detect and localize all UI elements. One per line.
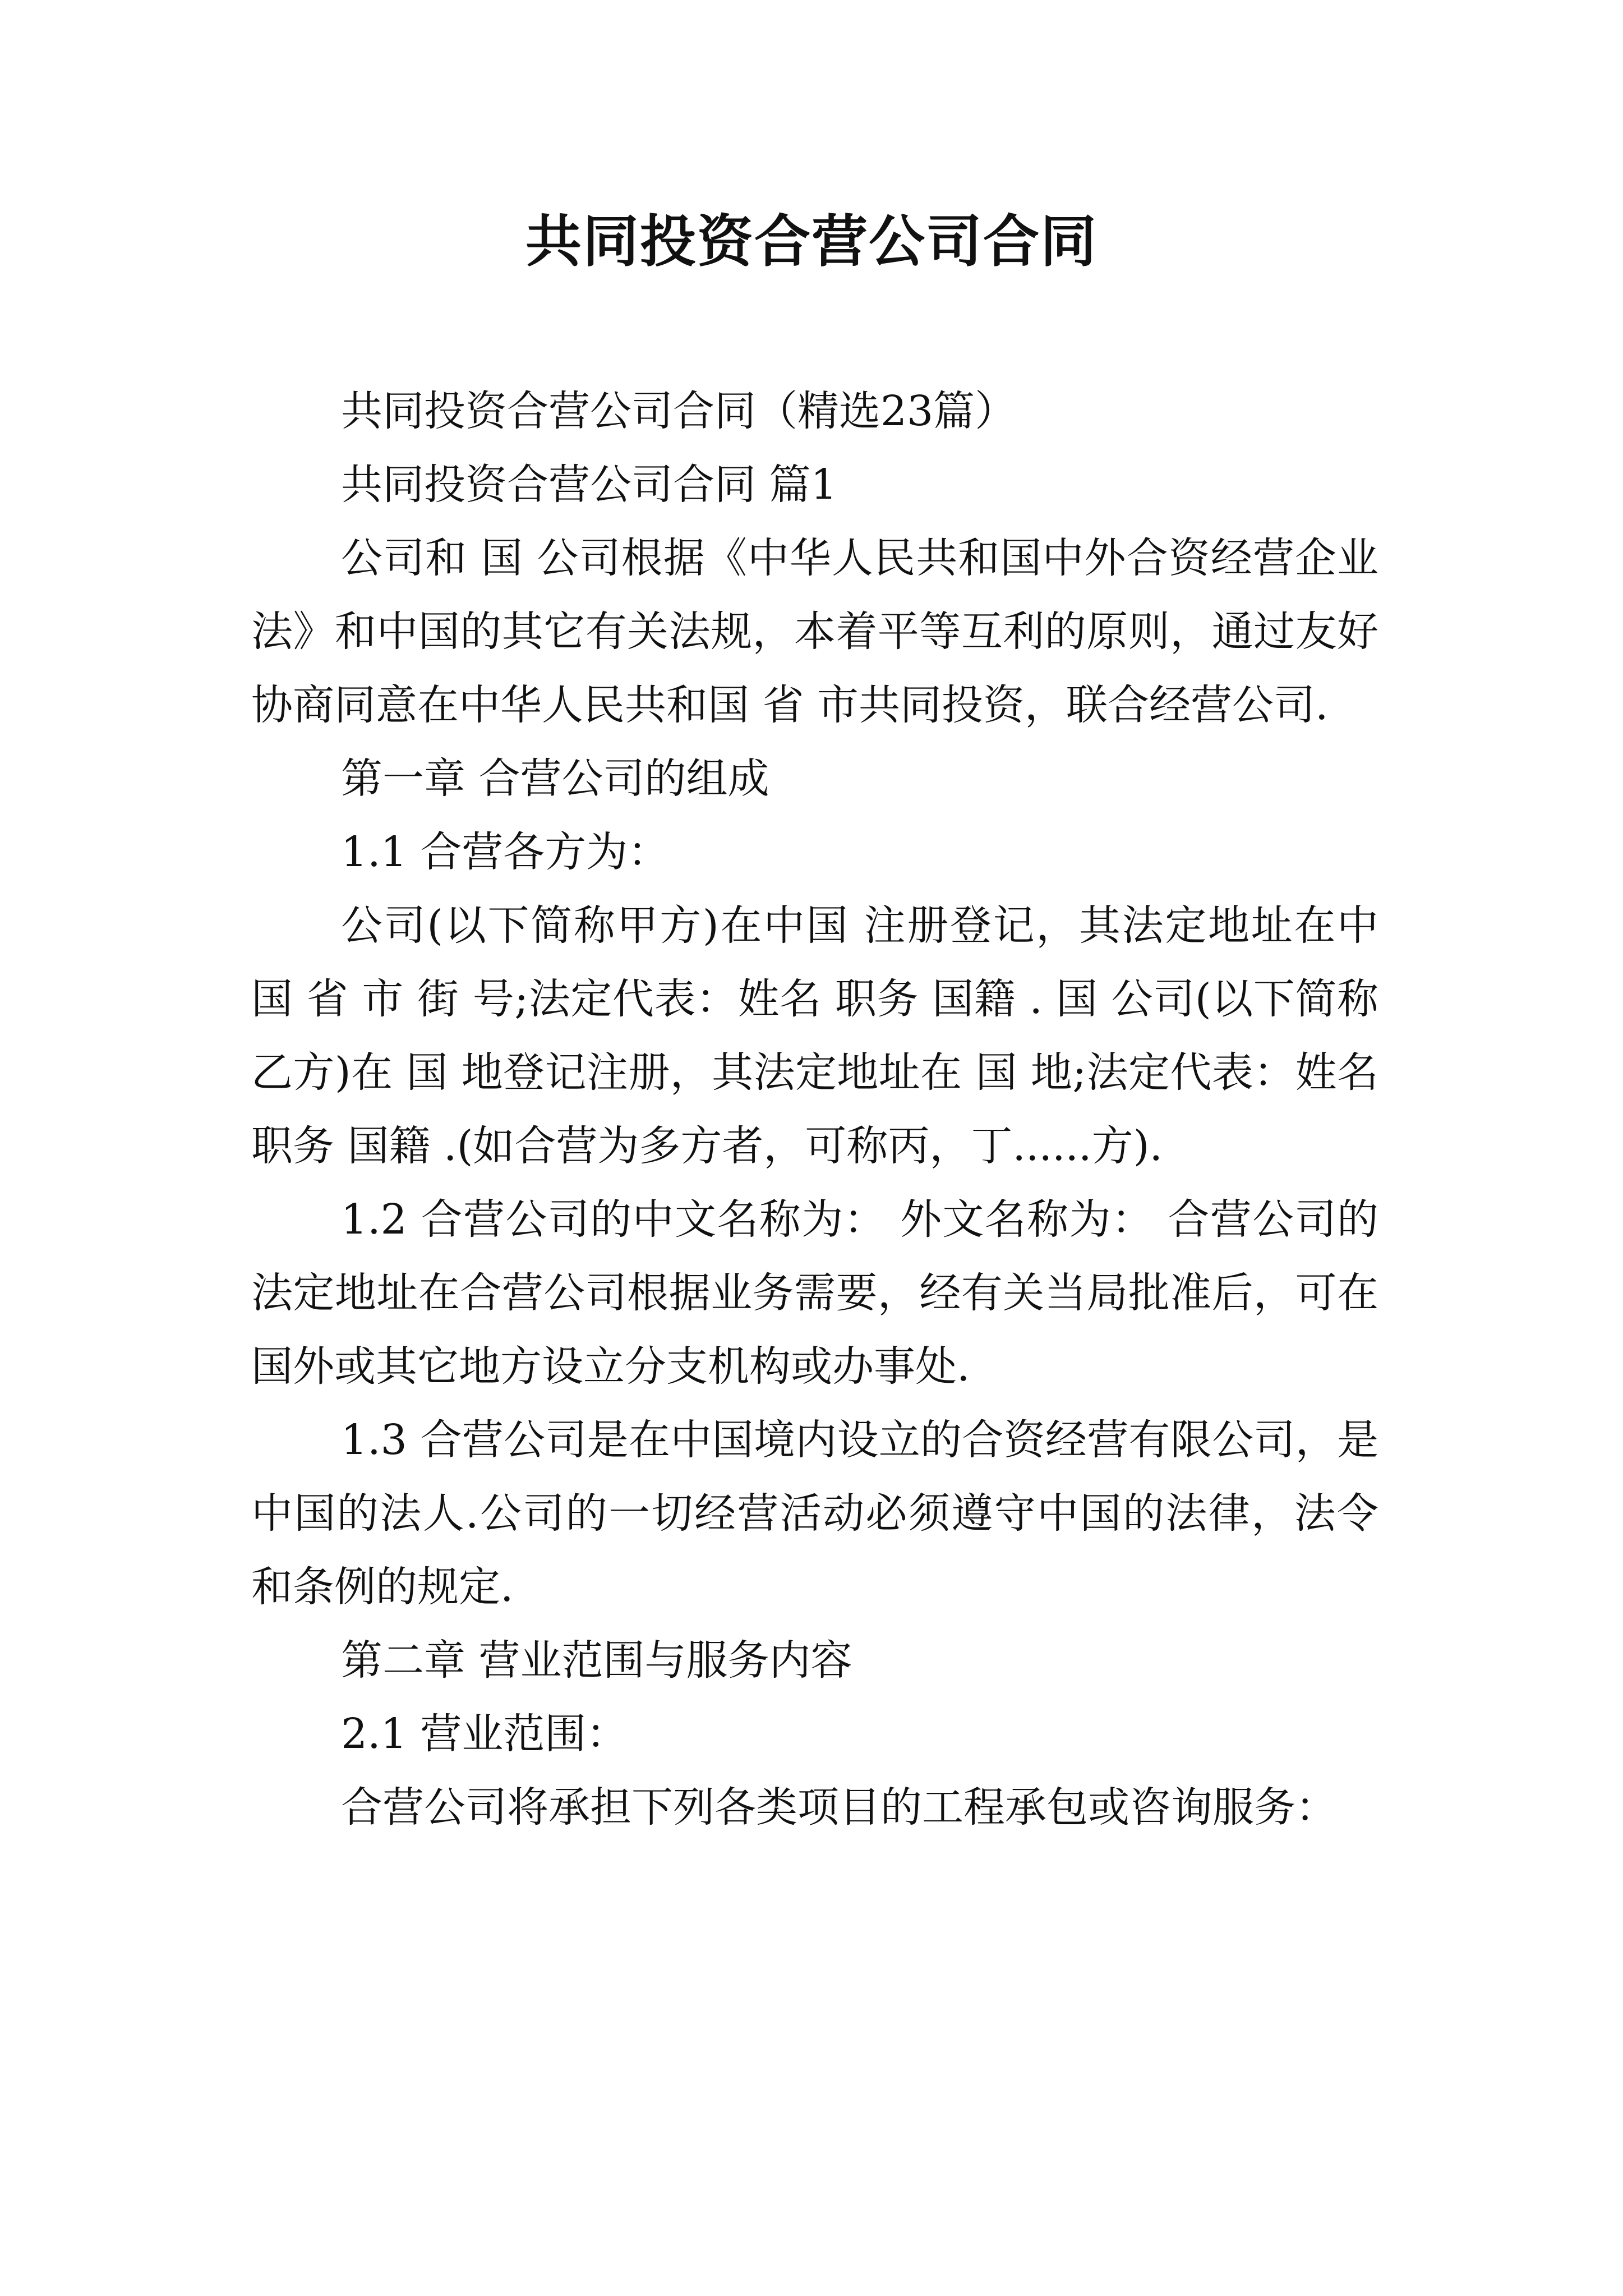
- paragraph-clause-2-1: 2.1 营业范围：: [341, 1710, 628, 1758]
- paragraph-parties: 公司(以下简称甲方)在中国 注册登记，其法定地址在中国 省 市 街 号;法定代表：姓名 职务 国籍 . 国 公司(以下简称乙方)在 国 地登记注册，其法定地址在 国 地;法定代表：姓名 职务 国籍 .(如合营为多方者，可称丙，丁......方).: [251, 901, 1378, 1170]
- paragraph-chapter-2-heading: 第二章 营业范围与服务内容: [341, 1636, 852, 1685]
- paragraph-subtitle: 共同投资合营公司合同（精选23篇）: [341, 387, 1017, 435]
- paragraph-clause-1-1: 1.1 合营各方为：: [341, 828, 670, 876]
- document-body: [251, 375, 1378, 1844]
- document-title: 共同投资合营公司合同: [525, 208, 1098, 274]
- paragraph-chapter-1-heading: 第一章 合营公司的组成: [341, 754, 769, 803]
- paragraph-clause-1-2: 1.2 合营公司的中文名称为： 外文名称为： 合营公司的法定地址在合营公司根据业务需要，经有关当局批准后，可在国外或其它地方设立分支机构或办事处.: [251, 1195, 1378, 1391]
- paragraph-preamble: 公司和 国 公司根据《中华人民共和国中外合资经营企业法》和中国的其它有关法规，本着平等互利的原则，通过友好协商同意在中华人民共和国 省 市共同投资，联合经营公司.: [251, 534, 1378, 729]
- paragraph-clause-1-3: 1.3 合营公司是在中国境内设立的合资经营有限公司，是中国的法人.公司的一切经营活动必须遵守中国的法律，法令和条例的规定.: [251, 1416, 1378, 1611]
- paragraph-services: 合营公司将承担下列各类项目的工程承包或咨询服务：: [341, 1783, 1337, 1832]
- paragraph-section-heading: 共同投资合营公司合同 篇1: [341, 461, 837, 509]
